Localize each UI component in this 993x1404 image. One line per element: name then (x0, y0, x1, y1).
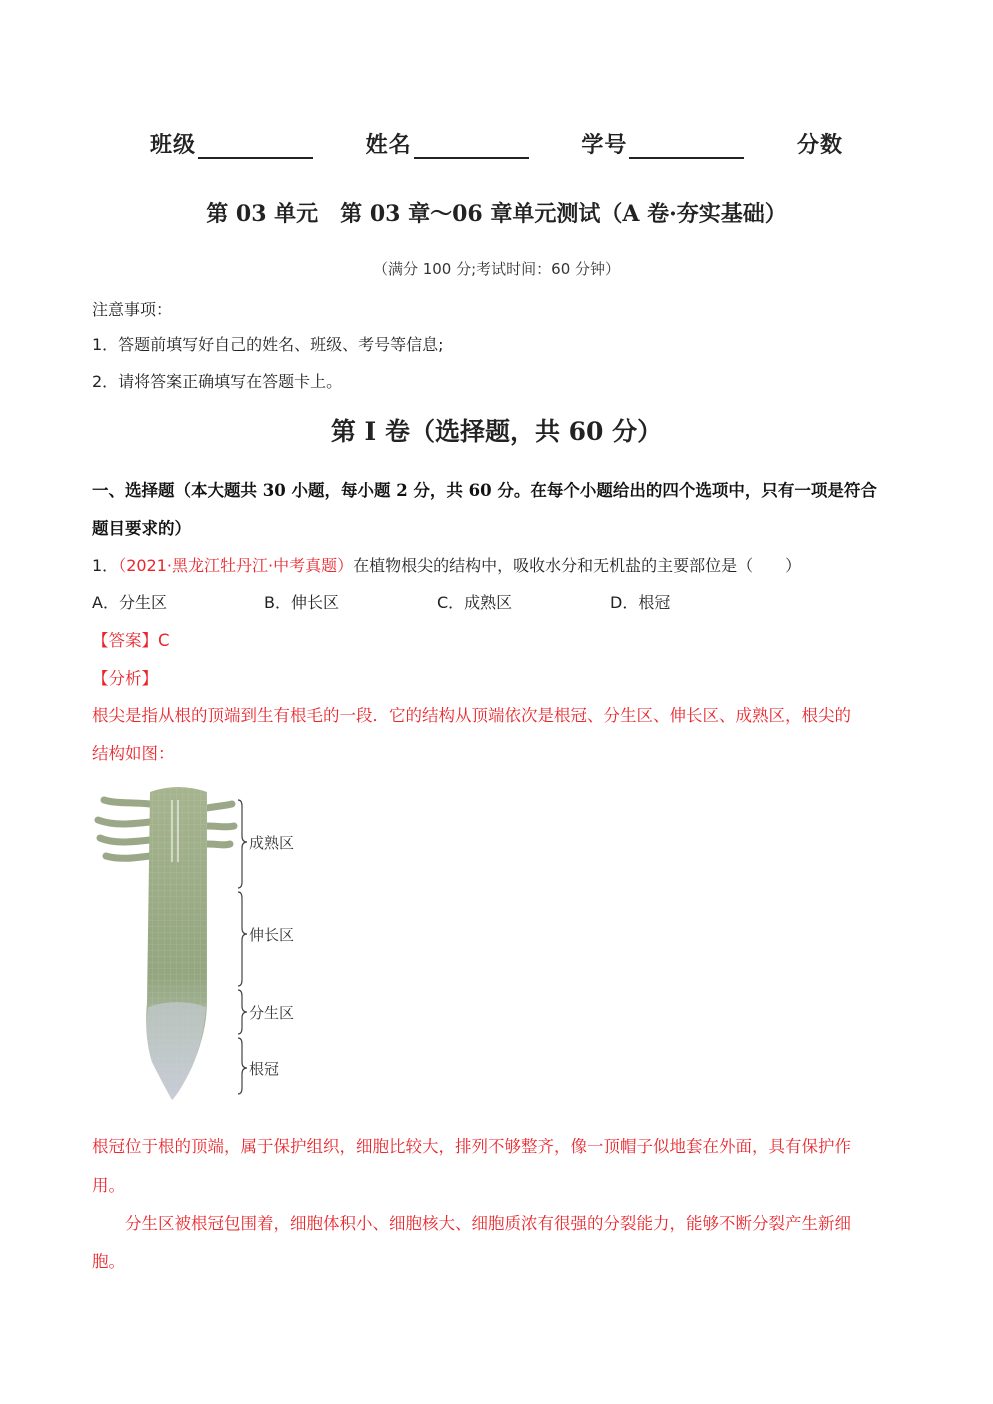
question-options (92, 590, 792, 614)
option-d[interactable]: D．根冠 (610, 593, 671, 612)
question-source: （2021·黑龙江牡丹江·中考真题） (118, 556, 354, 575)
analysis-para3-line2: 胞。 (92, 1252, 125, 1271)
name-label: 姓名 (365, 132, 412, 158)
notes-heading: 注意事项： (92, 300, 173, 319)
id-blank[interactable] (629, 135, 744, 159)
notes-item-1: 1．答题前填写好自己的姓名、班级、考号等信息; (92, 335, 444, 354)
page-title: 第 03 单元 第 03 章～06 章单元测试（A 卷·夯实基础） (206, 201, 787, 227)
analysis-para2-line2: 用。 (92, 1176, 125, 1195)
analysis-para2-line1: 根冠位于根的顶端，属于保护组织，细胞比较大，排列不够整齐，像一顶帽子似地套在外面，具有保护作 (92, 1137, 851, 1156)
answer-label: 【答案】 (92, 631, 158, 650)
question-number: 1． (92, 556, 119, 575)
notes-item-2: 2．请将答案正确填写在答题卡上。 (92, 372, 343, 391)
student-info-line (0, 128, 993, 159)
question-stem: 在植物根尖的结构中，吸收水分和无机盐的主要部位是（ ） (353, 556, 802, 575)
label-elongation-zone: 伸长区 (249, 926, 295, 944)
id-field (581, 128, 744, 159)
root-tip-illustration (92, 782, 322, 1102)
option-a[interactable]: A．分生区 (92, 593, 167, 612)
exam-subtitle: （满分 100 分;考试时间：60 分钟） (372, 260, 621, 278)
answer-line (92, 627, 170, 651)
analysis-para1-line2: 结构如图： (92, 744, 175, 763)
section-title: 第 I 卷（选择题，共 60 分） (330, 417, 663, 446)
option-c[interactable]: C．成熟区 (437, 593, 513, 612)
analysis-label: 【分析】 (92, 669, 158, 688)
root-cap (147, 1002, 206, 1100)
label-root-cap: 根冠 (249, 1060, 280, 1078)
zone-brackets (238, 800, 247, 1094)
label-meristem-zone: 分生区 (249, 1004, 295, 1022)
option-b[interactable]: B．伸长区 (264, 593, 339, 612)
class-field (150, 128, 313, 159)
score-field (797, 128, 843, 159)
label-maturation-zone: 成熟区 (249, 834, 295, 852)
root-tip-diagram (92, 782, 322, 1102)
analysis-para3-line1: 分生区被根冠包围着，细胞体积小、细胞核大、细胞质浓有很强的分裂能力，能够不断分裂产生新细 (92, 1214, 851, 1233)
part-one-instructions-line1: 一、选择题（本大题共 30 小题，每小题 2 分，共 60 分。在每个小题给出的四个选项中，只有一项是符合 (92, 481, 877, 500)
part-one-instructions-line2: 题目要求的） (92, 519, 191, 538)
question-1 (92, 553, 801, 576)
class-label: 班级 (149, 132, 196, 158)
score-label: 分数 (797, 132, 844, 158)
analysis-para1-line1: 根尖是指从根的顶端到生有根毛的一段．它的结构从顶端依次是根冠、分生区、伸长区、成熟区，根尖的 (92, 706, 851, 725)
class-blank[interactable] (198, 135, 313, 159)
name-blank[interactable] (414, 135, 529, 159)
name-field (366, 128, 529, 159)
answer-value: C (158, 631, 170, 650)
id-label: 学号 (581, 132, 628, 158)
